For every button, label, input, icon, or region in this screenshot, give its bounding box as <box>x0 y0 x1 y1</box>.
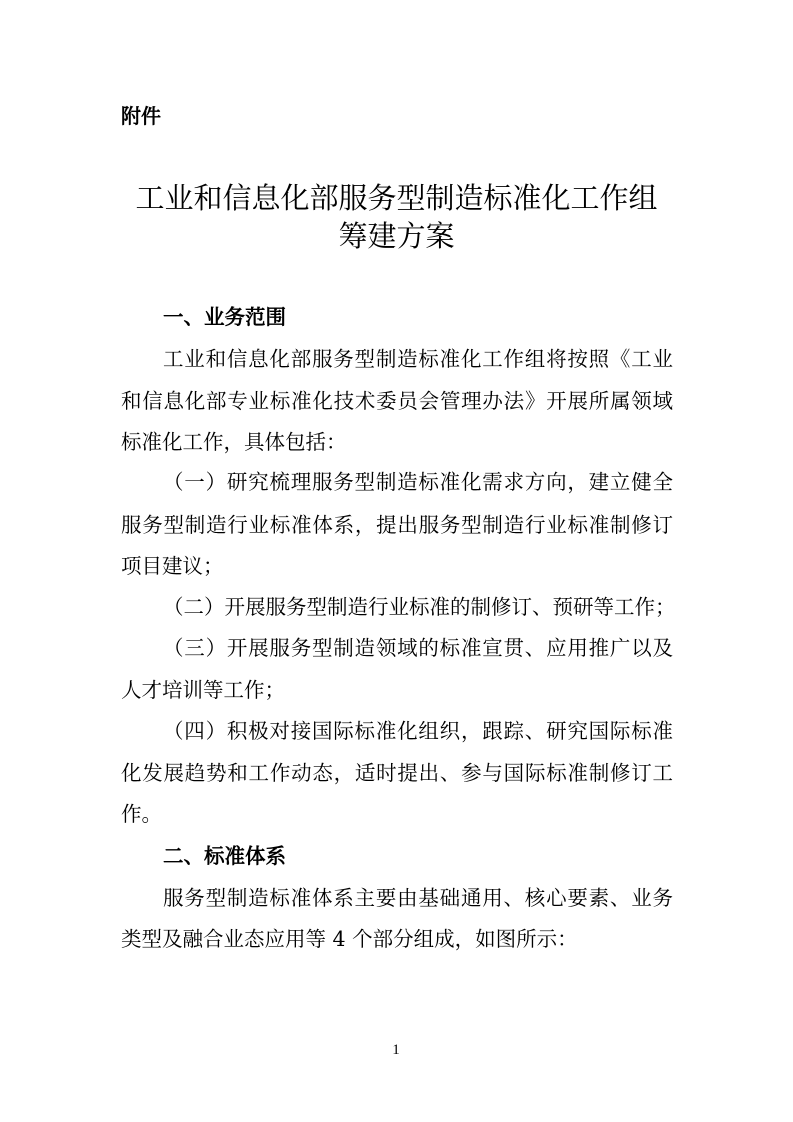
item-1-line-3: 项目建议； <box>121 554 224 578</box>
section-2-intro-line-1: 服务型制造标准体系主要由基础通用、核心要素、业务 <box>163 886 673 910</box>
attachment-label: 附件 <box>121 104 161 128</box>
item-1-line-2: 服务型制造行业标准体系，提出服务型制造行业标准制修订 <box>121 513 673 537</box>
section-2-intro-line-2: 类型及融合业态应用等 4 个部分组成，如图所示： <box>121 927 578 951</box>
document-title-line-1: 工业和信息化部服务型制造标准化工作组 <box>135 181 658 215</box>
section-1-intro-line-2: 和信息化部专业标准化技术委员会管理办法》开展所属领域 <box>121 389 673 413</box>
section-1-heading: 一、业务范围 <box>163 305 286 329</box>
item-3-line-1: （三）开展服务型制造领域的标准宣贯、应用推广以及 <box>163 636 673 660</box>
section-2-heading: 二、标准体系 <box>163 844 286 868</box>
document-title-line-2: 筹建方案 <box>338 219 455 253</box>
item-2-line-1: （二）开展服务型制造行业标准的制修订、预研等工作； <box>163 595 676 619</box>
item-4-line-1: （四）积极对接国际标准化组织，跟踪、研究国际标准 <box>163 719 673 743</box>
section-1-intro-line-3: 标准化工作，具体包括： <box>121 430 347 454</box>
item-3-line-2: 人才培训等工作； <box>121 678 285 702</box>
item-4-line-3: 作。 <box>121 802 162 826</box>
section-1-intro-line-1: 工业和信息化部服务型制造标准化工作组将按照《工业 <box>163 347 673 371</box>
item-4-line-2: 化发展趋势和工作动态，适时提出、参与国际标准制修订工 <box>121 761 673 785</box>
page-number: 1 <box>392 1042 400 1058</box>
item-1-line-1: （一）研究梳理服务型制造标准化需求方向，建立健全 <box>163 470 673 494</box>
